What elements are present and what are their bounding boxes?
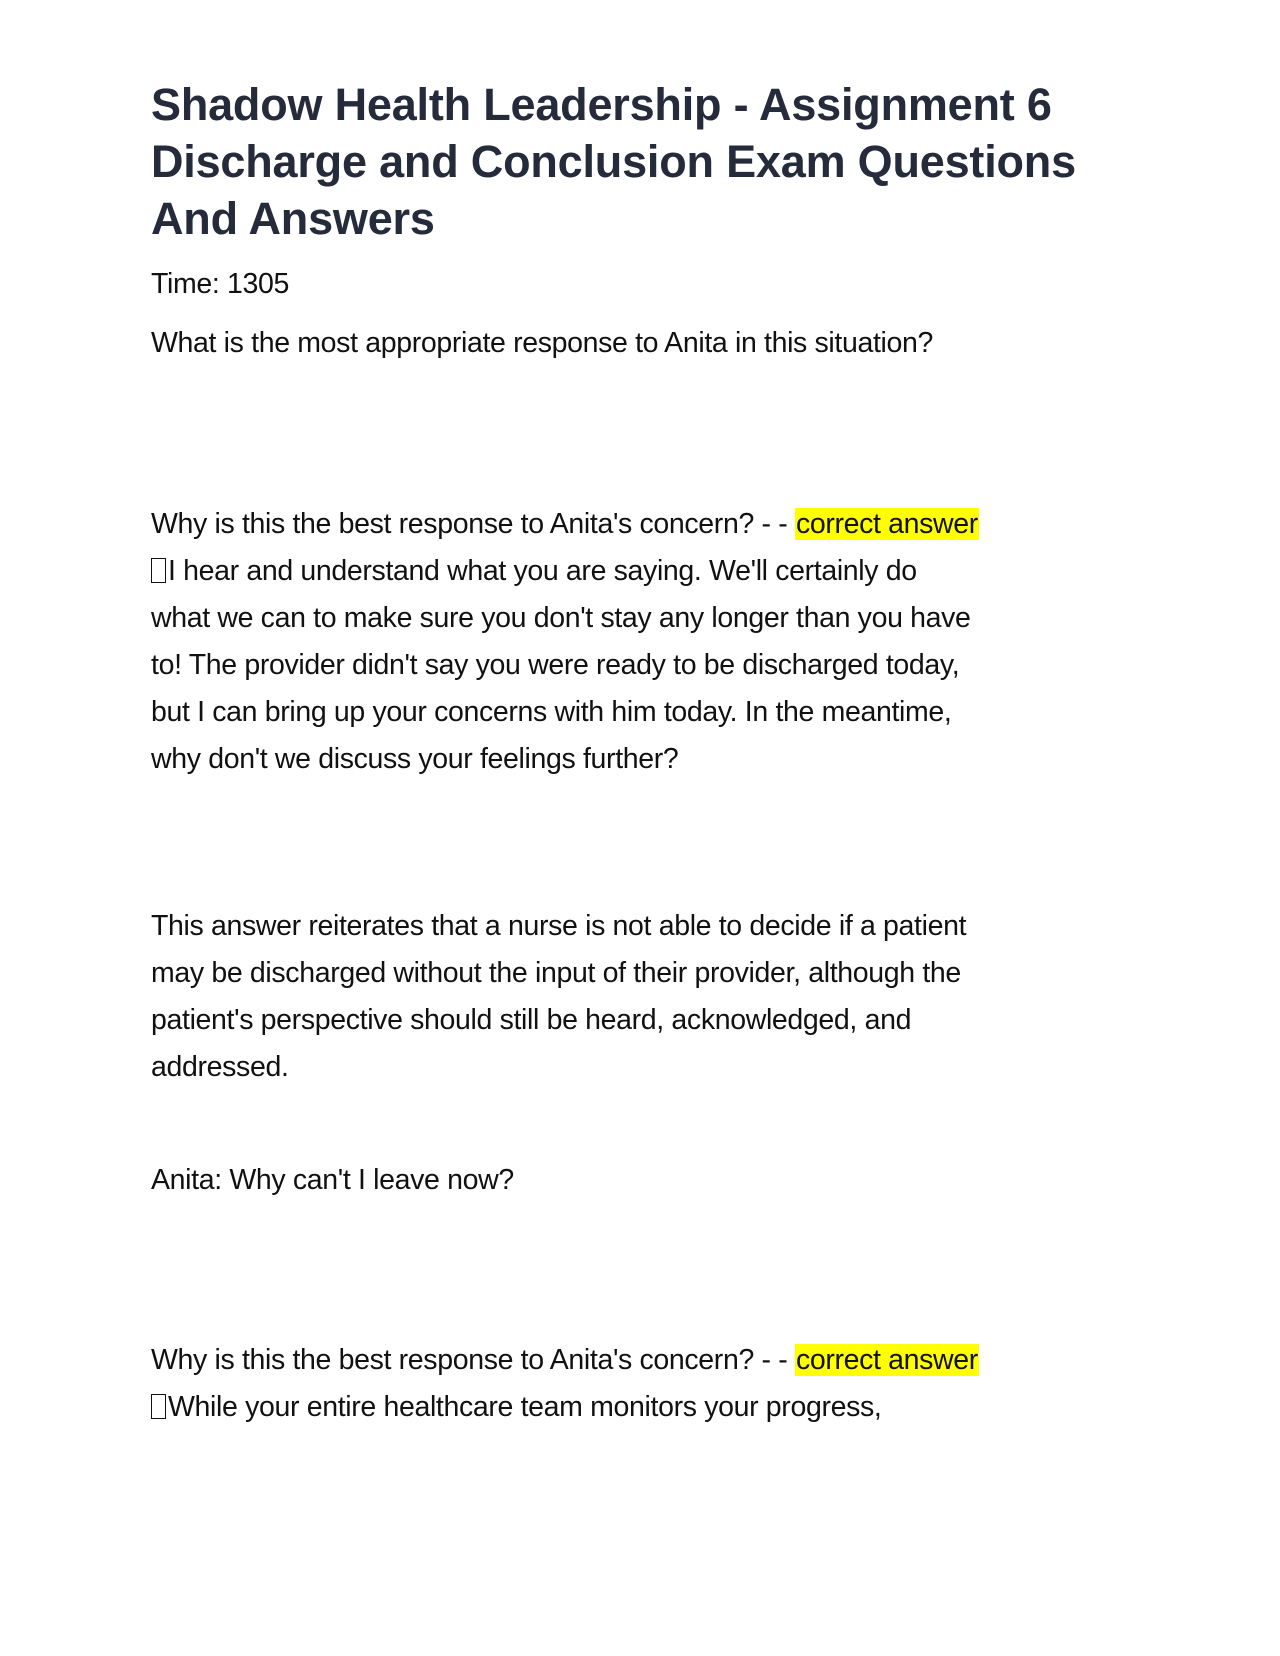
anita-line: Anita: Why can't I leave now? (151, 1164, 514, 1196)
qa-block-1 (151, 501, 1141, 783)
answer-line: but I can bring up your concerns with him today. In the meantime, (151, 696, 952, 728)
answer-line: I hear and understand what you are saying. We'll certainly do (151, 548, 1141, 595)
explanation-line: may be discharged without the input of their provider, although the (151, 957, 961, 989)
explanation-line: addressed. (151, 1051, 289, 1083)
qa-block-1-question-line (151, 501, 1141, 548)
missing-glyph-box-icon (151, 558, 166, 583)
document-title: Shadow Health Leadership - Assignment 6 Discharge and Conclusion Exam Questions And Answers (151, 79, 1076, 244)
qa-block-2-question-line (151, 1337, 1141, 1384)
qa-block-2 (151, 1337, 1141, 1431)
explanation-line: patient's perspective should still be heard, acknowledged, and (151, 1004, 912, 1036)
explanation-1 (151, 903, 1141, 1091)
time-line: Time: 1305 (151, 268, 290, 300)
answer-line: to! The provider didn't say you were ready to be discharged today, (151, 649, 960, 681)
qa-question-text: Why is this the best response to Anita's concern? - - (151, 1344, 795, 1376)
qa-question-text: Why is this the best response to Anita's concern? - - (151, 508, 795, 540)
explanation-line: This answer reiterates that a nurse is not able to decide if a patient (151, 910, 967, 942)
correct-answer-highlight: correct answer (795, 1344, 978, 1376)
answer-line: why don't we discuss your feelings further? (151, 743, 679, 775)
answer-line: While your entire healthcare team monitors your progress, (151, 1384, 1141, 1431)
answer-line: what we can to make sure you don't stay any longer than you have (151, 602, 971, 634)
missing-glyph-box-icon (151, 1394, 166, 1419)
question-1: What is the most appropriate response to Anita in this situation? (151, 327, 934, 359)
correct-answer-highlight: correct answer (795, 508, 978, 540)
